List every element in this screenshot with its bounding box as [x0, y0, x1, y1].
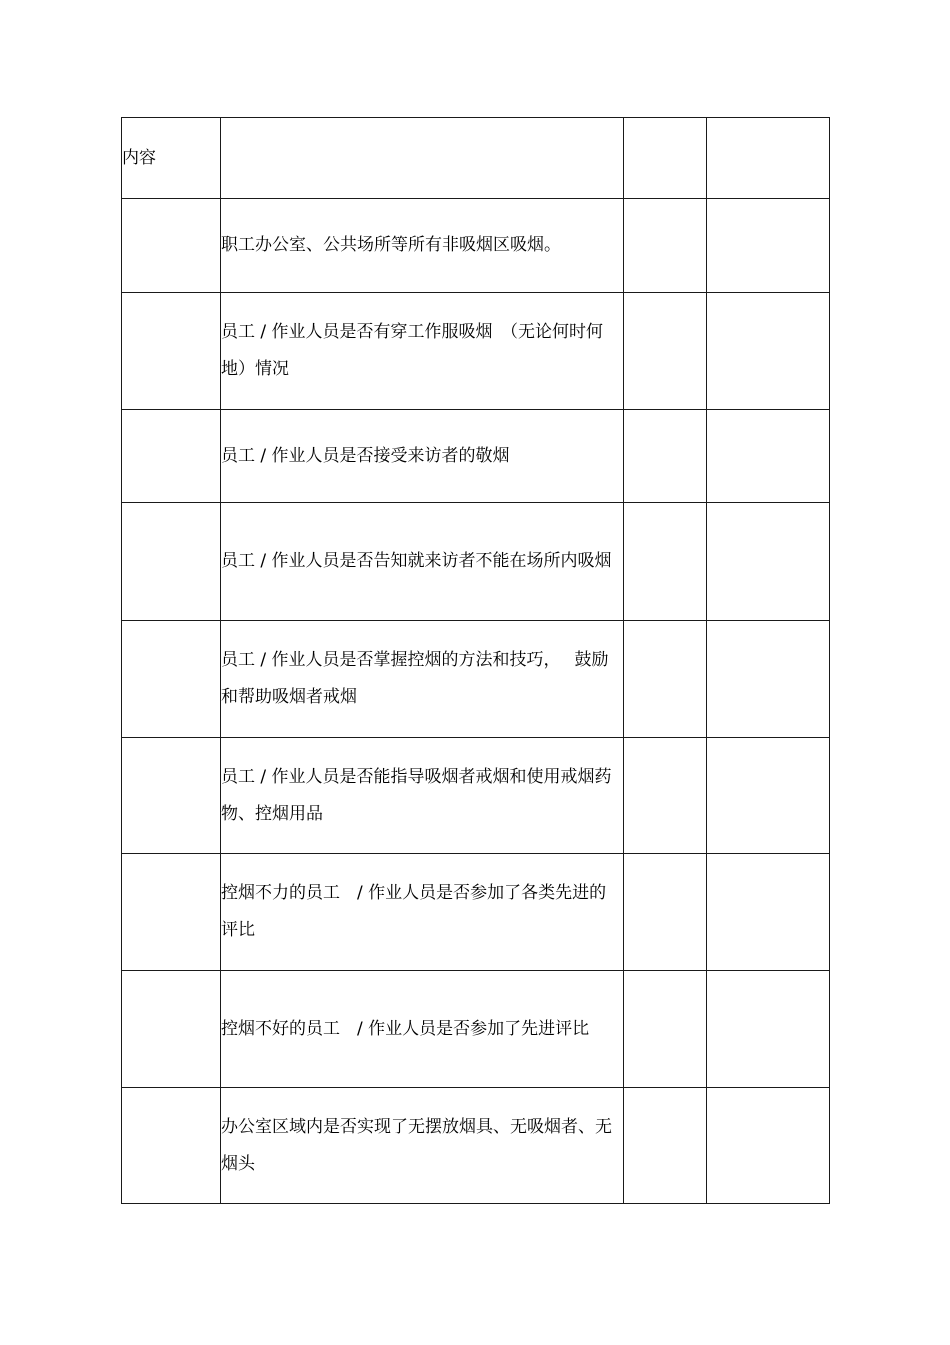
- empty-cell: [122, 410, 221, 503]
- check-item-cell: [221, 410, 624, 503]
- result-cell: [624, 621, 707, 738]
- result-cell: [624, 738, 707, 854]
- empty-cell: [122, 293, 221, 410]
- table-row: [122, 621, 830, 738]
- check-item-text: 员工 / 作业人员是否能指导吸烟者戒烟和使用戒烟药物、控烟用品: [221, 766, 612, 824]
- remark-cell: [707, 1088, 830, 1204]
- empty-cell: [122, 199, 221, 293]
- check-item-text: 职工办公室、公共场所等所有非吸烟区吸烟。: [221, 235, 561, 255]
- check-item-cell: [221, 1088, 624, 1204]
- empty-cell: [122, 503, 221, 621]
- empty-cell: [122, 971, 221, 1088]
- remark-cell: [707, 738, 830, 854]
- check-item-cell: [221, 971, 624, 1088]
- table-row: [122, 1088, 830, 1204]
- check-item-cell: [221, 738, 624, 854]
- check-item-cell: [221, 621, 624, 738]
- remark-cell: [707, 503, 830, 621]
- remark-cell: [707, 293, 830, 410]
- empty-cell: [122, 854, 221, 971]
- result-cell: [624, 199, 707, 293]
- check-item-text: 办公室区域内是否实现了无摆放烟具、无吸烟者、无烟头: [221, 1116, 612, 1174]
- check-item-text: 员工 / 作业人员是否掌握控烟的方法和技巧， 鼓励和帮助吸烟者戒烟: [221, 650, 609, 707]
- empty-cell: [122, 621, 221, 738]
- check-item-text: 员工 / 作业人员是否告知就来访者不能在场所内吸烟: [221, 551, 612, 571]
- table-row: [122, 503, 830, 621]
- check-item-cell: [221, 503, 624, 621]
- check-item-cell: [221, 199, 624, 293]
- empty-cell: [122, 738, 221, 854]
- check-item-text: 员工 / 作业人员是否接受来访者的敬烟: [221, 445, 510, 466]
- table-row: [122, 293, 830, 410]
- empty-cell: [624, 118, 707, 199]
- check-item-text: 控烟不好的员工 / 作业人员是否参加了先进评比: [221, 1018, 590, 1039]
- remark-cell: [707, 854, 830, 971]
- result-cell: [624, 410, 707, 503]
- remark-cell: [707, 410, 830, 503]
- remark-cell: [707, 971, 830, 1088]
- table-header-row: [122, 118, 830, 199]
- result-cell: [624, 293, 707, 410]
- table-row: [122, 971, 830, 1088]
- check-item-cell: [221, 854, 624, 971]
- table-row: [122, 199, 830, 293]
- result-cell: [624, 1088, 707, 1204]
- remark-cell: [707, 621, 830, 738]
- result-cell: [624, 854, 707, 971]
- check-item-text: 控烟不力的员工 / 作业人员是否参加了各类先进的评比: [221, 883, 607, 940]
- check-item-cell: [221, 293, 624, 410]
- check-item-text: 员工 / 作业人员是否有穿工作服吸烟 （无论何时何地）情况: [221, 322, 604, 379]
- table-row: [122, 854, 830, 971]
- empty-cell: [221, 118, 624, 199]
- result-cell: [624, 503, 707, 621]
- content-header-cell: 内容: [122, 118, 221, 199]
- empty-cell: [122, 1088, 221, 1204]
- empty-cell: [707, 118, 830, 199]
- table-row: [122, 738, 830, 854]
- remark-cell: [707, 199, 830, 293]
- table-row: [122, 410, 830, 503]
- result-cell: [624, 971, 707, 1088]
- smoking-control-checklist-table: [121, 117, 830, 1204]
